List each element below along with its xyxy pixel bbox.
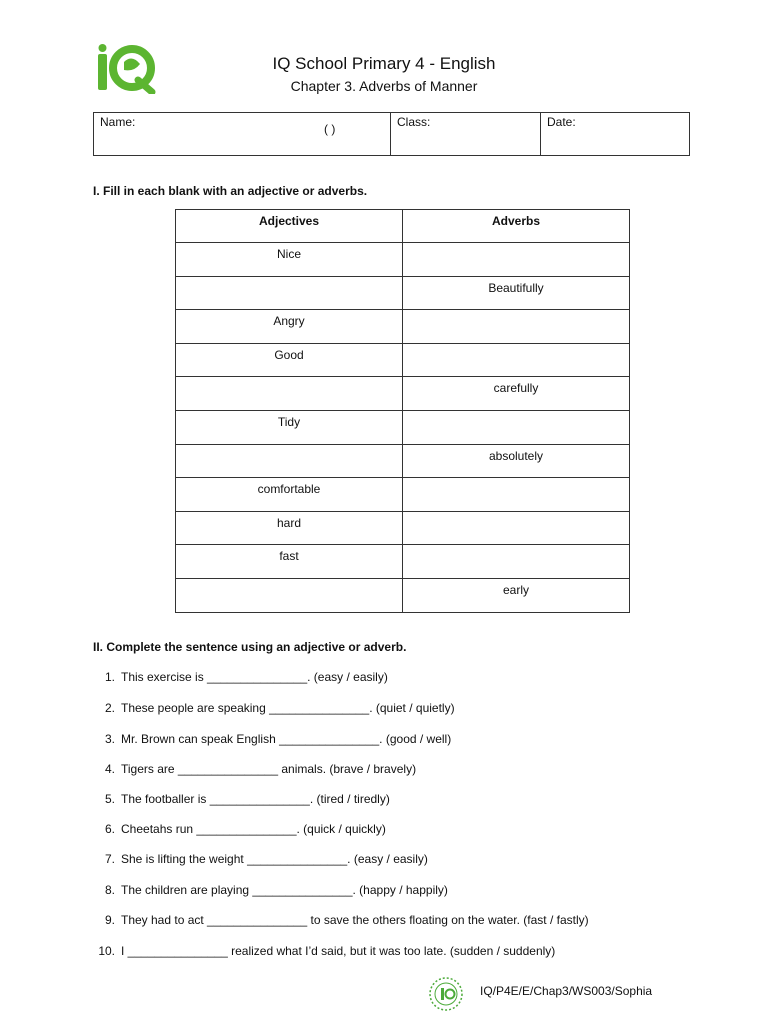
iq-school-logo	[94, 42, 158, 94]
adverb-cell[interactable]: early	[403, 578, 630, 612]
adverb-cell[interactable]	[403, 545, 630, 579]
adjective-adverb-table	[175, 209, 630, 613]
adverb-cell[interactable]	[403, 243, 630, 277]
adjective-cell[interactable]	[176, 444, 403, 478]
sentence-item[interactable]	[93, 792, 390, 806]
sentence-number: 5.	[104, 792, 115, 806]
student-info-box	[93, 112, 690, 156]
sentence-text: The footballer is _______________. (tired / tiredly)	[121, 792, 390, 806]
class-cell[interactable]	[391, 113, 541, 155]
sentence-item[interactable]	[93, 883, 448, 897]
sentence-text: They had to act _______________ to save the others floating on the water. (fast / fastly)	[121, 913, 589, 927]
class-number-parentheses: ( )	[324, 122, 336, 136]
adverb-cell[interactable]: carefully	[403, 377, 630, 411]
adjective-cell[interactable]: Angry	[176, 310, 403, 344]
adjective-cell[interactable]: comfortable	[176, 478, 403, 512]
section-2-heading: II. Complete the sentence using an adjective or adverb.	[93, 640, 407, 654]
section-1-heading: I. Fill in each blank with an adjective or adverbs.	[93, 184, 368, 198]
adverb-cell[interactable]: absolutely	[403, 444, 630, 478]
adverb-cell[interactable]	[403, 410, 630, 444]
sentence-number: 1.	[104, 670, 115, 684]
sentence-text: This exercise is _______________. (easy / easily)	[121, 670, 388, 684]
table-row	[176, 310, 630, 344]
sentence-item[interactable]	[93, 822, 386, 836]
table-row	[176, 511, 630, 545]
sentence-number: 6.	[104, 822, 115, 836]
sentence-item[interactable]	[93, 670, 388, 684]
table-row	[176, 377, 630, 411]
sentence-number: 8.	[104, 883, 115, 897]
table-row	[176, 276, 630, 310]
sentence-number: 2.	[104, 701, 115, 715]
sentence-number: 3.	[104, 732, 115, 746]
adjective-cell[interactable]: Nice	[176, 243, 403, 277]
sentence-item[interactable]	[93, 852, 428, 866]
table-row	[176, 444, 630, 478]
adjective-cell[interactable]: Good	[176, 343, 403, 377]
sentence-text: She is lifting the weight _______________. (easy / easily)	[121, 852, 428, 866]
sentence-item[interactable]	[93, 701, 455, 715]
sentence-item[interactable]	[93, 732, 451, 746]
sentence-item[interactable]	[93, 944, 555, 958]
adverb-cell[interactable]: Beautifully	[403, 276, 630, 310]
table-row	[176, 545, 630, 579]
column-header-adverbs: Adverbs	[403, 210, 630, 243]
table-row	[176, 343, 630, 377]
table-row	[176, 578, 630, 612]
sentence-text: Tigers are _______________ animals. (brave / bravely)	[121, 762, 417, 776]
adjective-cell[interactable]: hard	[176, 511, 403, 545]
adjective-cell[interactable]	[176, 377, 403, 411]
worksheet-title: IQ School Primary 4 - English	[272, 54, 496, 73]
date-cell[interactable]	[541, 113, 689, 155]
table-row	[176, 478, 630, 512]
adverb-cell[interactable]	[403, 310, 630, 344]
class-label: Class:	[397, 115, 431, 129]
adjective-cell[interactable]: Tidy	[176, 410, 403, 444]
sentence-text: Cheetahs run _______________. (quick / quickly)	[121, 822, 386, 836]
table-header-row	[176, 210, 630, 243]
date-label: Date:	[547, 115, 576, 129]
sentence-text: Mr. Brown can speak English _______________. (good / well)	[121, 732, 452, 746]
adverb-cell[interactable]	[403, 478, 630, 512]
sentence-text: The children are playing _______________. (happy / happily)	[121, 883, 448, 897]
adverb-cell[interactable]	[403, 343, 630, 377]
adverb-cell[interactable]	[403, 511, 630, 545]
sentence-number: 10.	[98, 944, 115, 958]
name-label: Name:	[100, 115, 136, 129]
sentence-item[interactable]	[93, 913, 589, 927]
sentence-number: 9.	[104, 913, 115, 927]
adjective-cell[interactable]: fast	[176, 545, 403, 579]
sentence-number: 4.	[104, 762, 115, 776]
worksheet-subtitle: Chapter 3. Adverbs of Manner	[290, 78, 478, 94]
table-row	[176, 410, 630, 444]
table-row	[176, 243, 630, 277]
approval-stamp-icon	[428, 976, 464, 1012]
adjective-cell[interactable]	[176, 578, 403, 612]
adjective-cell[interactable]	[176, 276, 403, 310]
worksheet-code: IQ/P4E/E/Chap3/WS003/Sophia	[480, 984, 653, 998]
sentence-number: 7.	[104, 852, 115, 866]
sentence-item[interactable]	[93, 762, 416, 776]
sentence-text: These people are speaking _______________. (quiet / quietly)	[121, 701, 455, 715]
column-header-adjectives: Adjectives	[176, 210, 403, 243]
name-cell[interactable]	[94, 113, 391, 155]
sentence-text: I _______________ realized what I’d said, but it was too late. (sudden / suddenly)	[121, 944, 556, 958]
